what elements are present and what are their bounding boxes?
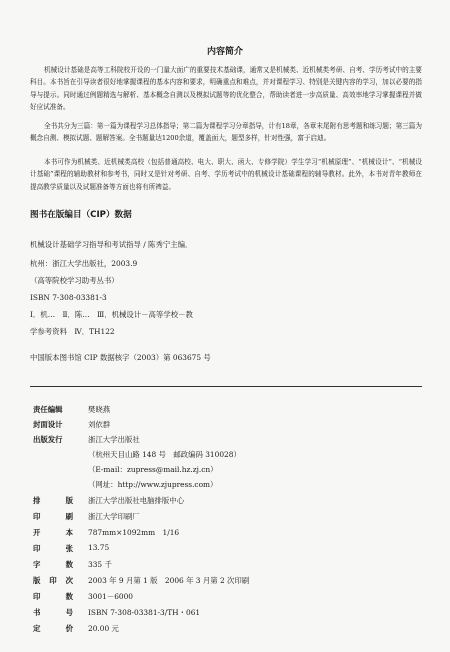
intro-paragraph-2: 全书共分为三篇：第一篇为课程学习总体指导；第二篇为课程学习分章指导，计有18章，各章末尾附有思考题和练习题；第三篇为概念自测、模拟试题、题解答案。全书题量达1200余道，覆盖面大，题型多样，针对性强，富于启迪。	[30, 122, 422, 143]
label-price: 定 价	[33, 624, 73, 633]
value-email: （E-mail：zupress@mail.hz.zj.cn）	[88, 465, 218, 474]
value-book-number: ISBN 7-308-03381-3/TH・061	[88, 608, 201, 617]
cip-classification-2: 学参考资料 Ⅳ．TH122	[30, 327, 115, 336]
value-website: （网址：http://www.zjupress.com）	[88, 480, 218, 489]
value-cover-design: 刘依群	[88, 420, 111, 429]
label-sheets: 印 张	[33, 544, 73, 553]
intro-paragraph-3: 本书可作为机械类、近机械类高校（包括普通高校、电大、职大、函大、专修学院）学生学习“机械原理”、“机械设计”、“机械设计基础”课程的辅助教材和参考书，同时又是针对考研、自考、学历考试中的机械设计基础课程的辅导教材。此外，本书对青年教师在提高教学质量以及试题准备等方面也将有所裨益。	[30, 158, 422, 191]
label-printing: 印 刷	[33, 512, 73, 521]
label-cover-design: 封面设计	[33, 420, 63, 429]
cip-title: 图书在版编目（CIP）数据	[30, 210, 132, 220]
label-edition: 版 印 次	[33, 576, 73, 585]
label-publisher: 出版发行	[33, 435, 63, 444]
cip-series: （高等院校学习助考丛书）	[30, 276, 119, 285]
value-address: （杭州天目山路 148 号 邮政编码 310028）	[88, 450, 241, 459]
label-print-run: 印 数	[33, 592, 73, 601]
cip-publisher: 杭州：浙江大学出版社，2003.9	[30, 259, 138, 268]
cip-classification-1: Ⅰ．机… Ⅱ．陈… Ⅲ．机械设计－高等学校－教	[30, 310, 193, 319]
label-typesetting: 排 版	[33, 496, 73, 505]
label-book-number: 书 号	[33, 608, 73, 617]
value-format: 787mm×1092mm 1/16	[88, 528, 180, 537]
value-typesetting: 浙江大学出版社电脑排版中心	[88, 496, 185, 505]
cip-isbn: ISBN 7-308-03381-3	[30, 293, 107, 302]
value-sheets: 13.75	[88, 543, 110, 552]
label-editor: 责任编辑	[33, 405, 63, 414]
value-edition: 2003 年 9 月第 1 版 2006 年 3 月第 2 次印刷	[88, 576, 250, 585]
value-word-count: 335 千	[88, 560, 112, 569]
cip-book-title: 机械设计基础学习指导和考试指导 / 陈秀宁主编．	[30, 240, 193, 249]
cip-record-number: 中国版本图书馆 CIP 数据核字（2003）第 063675 号	[30, 353, 211, 362]
intro-paragraph-1: 机械设计基础是高等工科院校开设的一门量大面广的重要技术基础课，通常又是机械类、近机械类考研、自考、学历考试中的主要科目。本书旨在引导读者很好地掌握课程的基本内容和要求，明确重点和难点，并对课程学习、特别是关键内容的学习，加以必要的指导与提示。同时通过例题精选与解析、基本概念自测以及模拟试题等的优化整合，帮助读者进一步高质量、高效率地学习掌握课程并做好应试准备。	[30, 66, 422, 112]
intro-title: 内容简介	[206, 47, 243, 57]
value-editor: 樊晓燕	[88, 405, 111, 414]
value-printing: 浙江大学印刷厂	[88, 512, 140, 521]
value-price: 20.00 元	[88, 624, 119, 633]
divider-rule	[30, 386, 422, 387]
label-word-count: 字 数	[33, 560, 73, 569]
value-publisher: 浙江大学出版社	[88, 435, 140, 444]
label-format: 开 本	[33, 528, 73, 537]
value-print-run: 3001－6000	[88, 592, 134, 601]
